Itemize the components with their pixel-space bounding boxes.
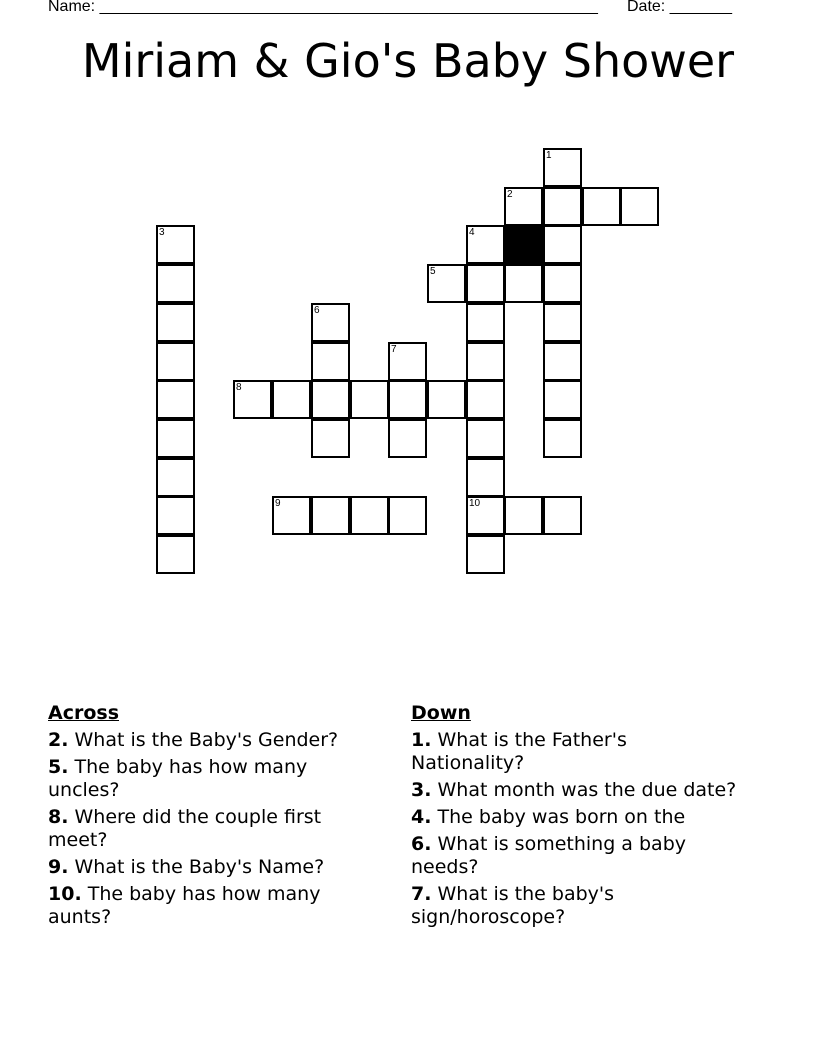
crossword-cell[interactable] [543, 380, 582, 419]
cell-number: 5 [430, 266, 436, 277]
cell-number: 4 [469, 227, 475, 238]
crossword-cell[interactable] [156, 342, 195, 381]
clue-number: 9. [48, 856, 69, 878]
clue-down-7 [411, 883, 741, 929]
clue-text: What is the baby's sign/horoscope? [411, 883, 615, 928]
clue-across-10 [48, 883, 378, 929]
name-field-label: Name: ________________________________________________________ [48, 0, 598, 15]
crossword-cell[interactable] [543, 496, 582, 535]
crossword-cell[interactable] [156, 380, 195, 419]
page-title: Miriam & Gio's Baby Shower [81, 34, 735, 88]
crossword-cell[interactable] [466, 458, 505, 497]
crossword-cell[interactable] [466, 303, 505, 342]
clue-number: 7. [411, 883, 432, 905]
clue-across-9 [48, 856, 378, 879]
crossword-cell[interactable] [504, 264, 543, 303]
crossword-cell[interactable] [233, 380, 272, 419]
crossword-cell[interactable] [388, 496, 427, 535]
crossword-cell[interactable] [311, 419, 350, 458]
crossword-cell[interactable] [388, 380, 427, 419]
crossword-cell[interactable] [311, 380, 350, 419]
cell-number: 8 [236, 382, 242, 393]
crossword-cell[interactable] [350, 496, 389, 535]
blocked-cell [504, 225, 543, 264]
clue-across-2 [48, 729, 378, 752]
date-field-label: Date: _______ [627, 0, 732, 15]
crossword-cell[interactable] [156, 535, 195, 574]
crossword-cell[interactable] [427, 264, 466, 303]
crossword-cell[interactable] [504, 496, 543, 535]
crossword-cell[interactable] [466, 535, 505, 574]
crossword-cell[interactable] [388, 342, 427, 381]
clue-number: 8. [48, 806, 69, 828]
cell-number: 9 [275, 498, 281, 509]
clue-text: The baby has how many aunts? [48, 883, 321, 928]
crossword-cell[interactable] [582, 187, 621, 226]
crossword-cell[interactable] [543, 419, 582, 458]
clue-text: What is the Baby's Name? [74, 856, 325, 878]
crossword-cell[interactable] [620, 187, 659, 226]
clue-text: What is something a baby needs? [411, 833, 687, 878]
cell-number: 3 [159, 227, 165, 238]
crossword-cell[interactable] [543, 225, 582, 264]
clue-down-3 [411, 779, 741, 802]
clue-text: The baby has how many uncles? [48, 756, 308, 801]
clue-across-5 [48, 756, 378, 802]
crossword-cell[interactable] [156, 496, 195, 535]
cell-number: 10 [469, 498, 481, 509]
across-clues [48, 702, 378, 933]
crossword-cell[interactable] [543, 303, 582, 342]
cell-number: 7 [391, 344, 397, 355]
crossword-cell[interactable] [466, 380, 505, 419]
clue-text: The baby was born on the [437, 806, 686, 828]
clue-number: 4. [411, 806, 432, 828]
crossword-cell[interactable] [543, 148, 582, 187]
crossword-cell[interactable] [272, 380, 311, 419]
crossword-cell[interactable] [388, 419, 427, 458]
clue-down-6 [411, 833, 741, 879]
crossword-cell[interactable] [466, 225, 505, 264]
clue-text: What is the Baby's Gender? [74, 729, 339, 751]
clue-number: 5. [48, 756, 69, 778]
clue-number: 2. [48, 729, 69, 751]
clue-number: 10. [48, 883, 82, 905]
crossword-cell[interactable] [156, 264, 195, 303]
crossword-cell[interactable] [466, 264, 505, 303]
clue-text: Where did the couple first meet? [48, 806, 322, 851]
crossword-cell[interactable] [504, 187, 543, 226]
crossword-cell[interactable] [311, 342, 350, 381]
cell-number: 2 [507, 189, 513, 200]
crossword-cell[interactable] [311, 303, 350, 342]
crossword-cell[interactable] [350, 380, 389, 419]
clue-text: What month was the due date? [437, 779, 737, 801]
clue-across-8 [48, 806, 378, 852]
crossword-cell[interactable] [156, 458, 195, 497]
clue-number: 6. [411, 833, 432, 855]
crossword-cell[interactable] [466, 496, 505, 535]
clue-number: 3. [411, 779, 432, 801]
crossword-cell[interactable] [156, 225, 195, 264]
clue-number: 1. [411, 729, 432, 751]
crossword-cell[interactable] [543, 342, 582, 381]
crossword-cell[interactable] [156, 303, 195, 342]
crossword-cell[interactable] [543, 187, 582, 226]
cell-number: 1 [546, 150, 552, 161]
down-clues [411, 702, 741, 933]
clue-down-1 [411, 729, 741, 775]
crossword-cell[interactable] [466, 342, 505, 381]
cell-number: 6 [314, 305, 320, 316]
clue-text: What is the Father's Nationality? [411, 729, 627, 774]
clue-down-4 [411, 806, 741, 829]
crossword-cell[interactable] [543, 264, 582, 303]
crossword-cell[interactable] [311, 496, 350, 535]
crossword-cell[interactable] [427, 380, 466, 419]
down-heading: Down [411, 702, 471, 724]
crossword-cell[interactable] [272, 496, 311, 535]
crossword-cell[interactable] [466, 419, 505, 458]
across-heading: Across [48, 702, 120, 724]
crossword-cell[interactable] [156, 419, 195, 458]
